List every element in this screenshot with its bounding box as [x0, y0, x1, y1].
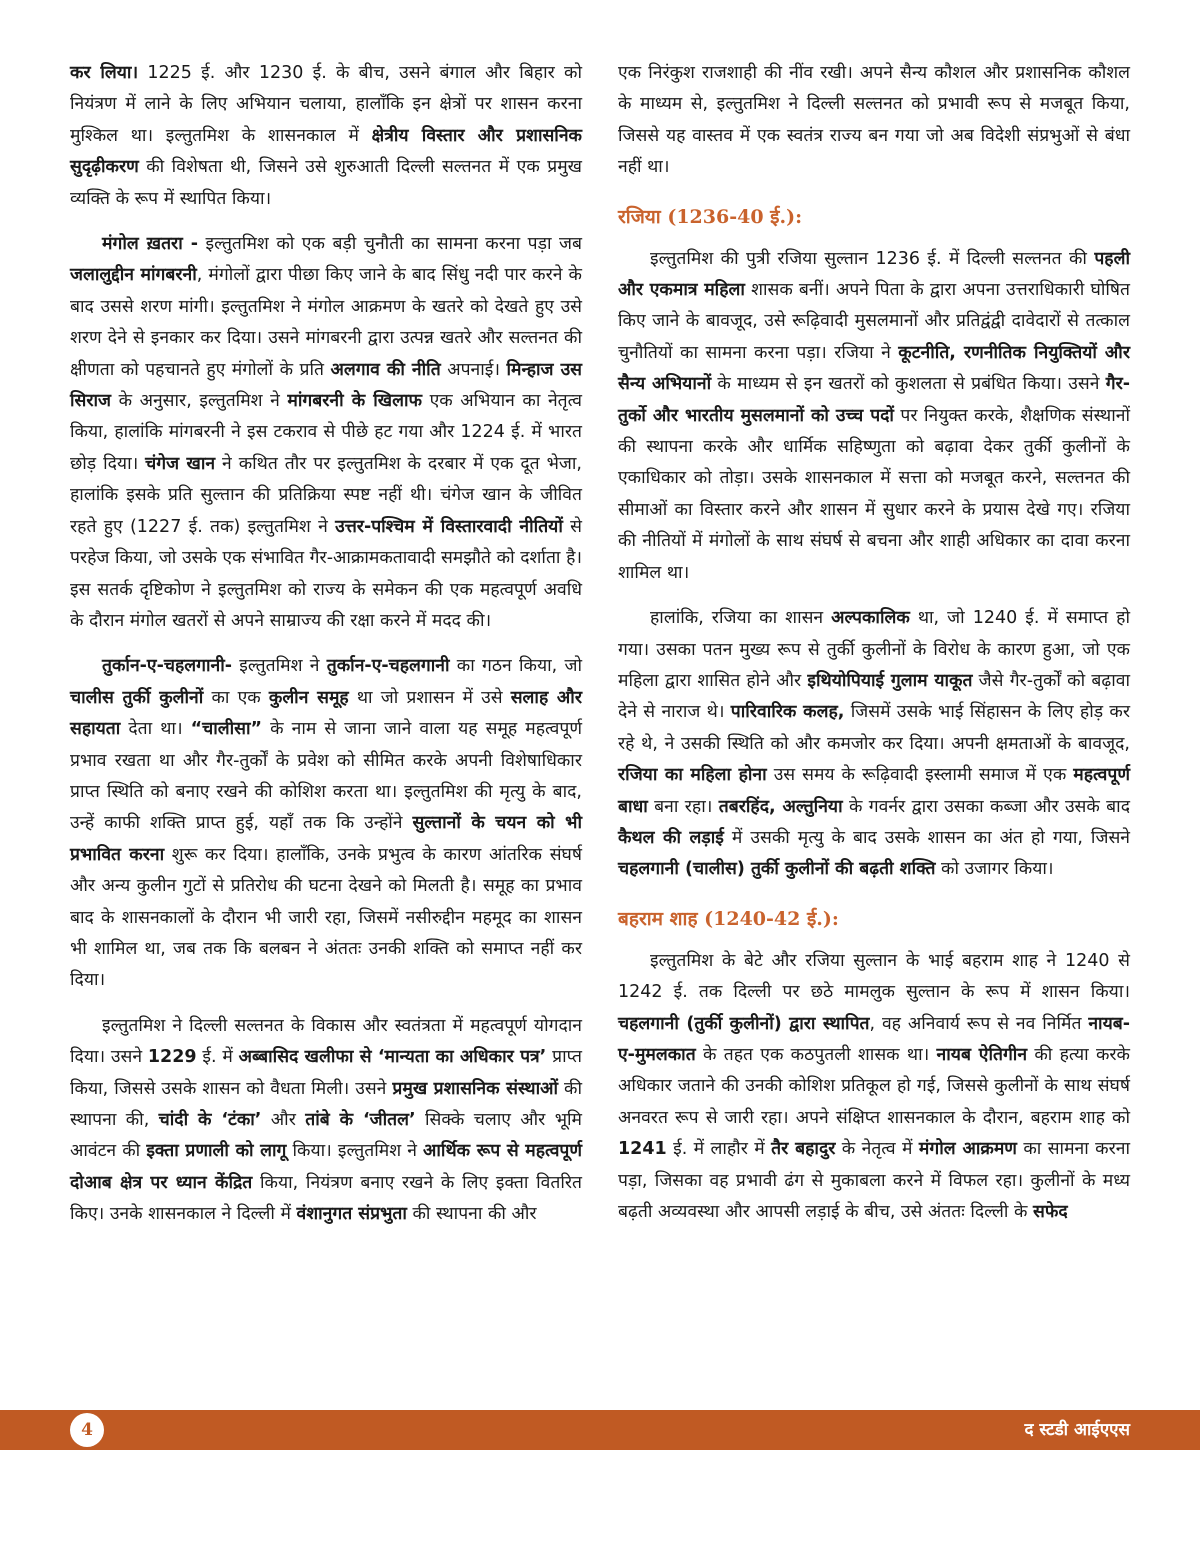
bold-term: पारिवारिक कलह, [730, 702, 845, 723]
bold-term: वंशानुगत संप्रभुता [296, 1204, 407, 1225]
bold-term: सफेद [1033, 1202, 1068, 1222]
text-run: उस समय के रूढ़िवादी इस्लामी समाज में एक [766, 765, 1074, 786]
bold-term: मिन्हाज उस सिराज [70, 359, 583, 412]
bold-term: सुल्तानों के चयन को भी प्रभावित करना [70, 813, 582, 865]
text-run: था, जो 1240 ई. में समाप्त हो गया। उसका पतन मुख्य रूप से तुर्की कुलीनों के विरोध के कारण हुआ, जो एक महिला द्वारा शासित होने और [618, 608, 1130, 691]
text-run: के माध्यम से इन खतरों को कुशलता से प्रबंधित किया। उसने [711, 374, 1106, 395]
text-run: ने कथित तौर पर इल्तुतमिश के दरबार में एक दूत भेजा, हालांकि इसके प्रति सुल्तान की प्रतिक्रिया स्पष्ट नहीं थी। चंगेज खान के जीवित रहते हुए (1227 ई. तक) इल्तुतमिश ने [70, 453, 582, 537]
text-run: से परहेज किया, जो उसके एक संभावित गैर-आक्रामकतावादी समझौते को दर्शाता है। इस सतर्क दृष्टिकोण ने इल्तुतमिश को राज्य के समेकन की एक महत्वपूर्ण अवधि के दौरान मंगोल खतरों से अपने साम्राज्य की रक्षा करने में मदद की। [70, 516, 582, 631]
text-run: का एक [203, 687, 269, 708]
text-run: के गवर्नर द्वारा उसका कब्जा और उसके बाद [842, 796, 1130, 817]
para-bahram-shah [618, 946, 1130, 1229]
bold-term: 1241 [618, 1139, 667, 1160]
bold-term: कैथल की लड़ाई [618, 827, 724, 848]
bold-term: नायब ऐतिगीन [936, 1044, 1028, 1065]
bold-term: “चालीसा” [190, 719, 263, 740]
text-run: किया, नियंत्रण बनाए रखने के लिए इक्ता वितरित किए। उनके शासनकाल ने दिल्ली में [70, 1172, 582, 1225]
bold-term: आर्थिक रूप से महत्वपूर्ण दोआब क्षेत्र पर ध्यान केंद्रित [70, 1141, 583, 1193]
text-run: के अनुसार, इल्तुतमिश ने [111, 391, 288, 412]
footer-bar [0, 1410, 1200, 1450]
text-run: हालांकि, रजिया का शासन [650, 608, 832, 629]
text-run: की विशेषता थी, जिसने उसे शुरुआती दिल्ली सल्तनत में एक प्रमुख व्यक्ति के रूप में स्थापित किया। [70, 157, 582, 209]
text-run: , मंगोलों द्वारा पीछा किए जाने के बाद सिंधु नदी पार करने के बाद उससे शरण मांगी। इल्तुतमिश ने मंगोल आक्रमण के खतरे को देखते हुए उसे शरण देने से इनकार कर दिया। उसने मांगबरनी द्वारा उत्पन्न खतरे और सल्तनत की क्षीणता को पहचानते हुए मंगोलों के प्रति [70, 265, 582, 380]
bold-term: तुर्कान-ए-चहलगानी [326, 656, 450, 677]
text-run: ई. में [196, 1047, 239, 1068]
bold-term: सलाह और सहायता [70, 687, 582, 740]
para-conquest-summary [70, 58, 582, 215]
bold-term: कूटनीति, रणनीतिक नियुक्तियों और सैन्य अभियानों [618, 342, 1130, 395]
text-run: सिक्के चलाए और भूमि आवंटन की [70, 1110, 583, 1162]
bold-term: उत्तर-पश्चिम में विस्तारवादी नीतियों [335, 516, 563, 537]
heading-razia: रजिया (1236-40 ई.): [618, 205, 803, 228]
text-run: इल्तुतमिश ने [232, 656, 327, 677]
bold-term: कर लिया। [70, 63, 139, 83]
para-continuation [618, 58, 1130, 184]
text-run: देता था। [120, 719, 191, 740]
text-run: जिसमें उसके भाई सिंहासन के लिए होड़ कर रहे थे, ने उसकी स्थिति को और कमजोर कर दिया। अपनी क्षमताओं के बावजूद, [618, 702, 1130, 754]
bold-term: मंगोल ख़तरा - [102, 234, 199, 255]
para-mongol-threat [70, 229, 582, 637]
text-run: शुरू कर दिया। हालाँकि, उनके प्रभुत्व के कारण आंतरिक संघर्ष और अन्य कुलीन गुटों से प्रतिरोध की घटना देखने को मिलती है। समूह का प्रभाव बाद के शासनकालों के दौरान भी जारी रहा, जिसमें नसीरुद्दीन महमूद का शासन भी शामिल था, जब तक कि बलबन ने अंततः उनकी शक्ति को समाप्त नहीं कर दिया। [70, 844, 582, 991]
text-run: के नेतृत्व में [835, 1139, 919, 1160]
text-run: की स्थापना की, [70, 1078, 582, 1130]
para-iltutmish-contributions [70, 1011, 582, 1231]
bold-term: तुर्कान-ए-चहलगानी- [102, 656, 233, 677]
text-run: पर नियुक्त करके, शैक्षणिक संस्थानों की स्थापना करके और धार्मिक सहिष्णुता को बढ़ावा देकर तुर्की कुलीनों के एकाधिकार को तोड़ा। उसके शासनकाल में सत्ता को मजबूत करने, सल्तनत की सीमाओं का विस्तार करने और शासन में सुधार करने के प्रयास देखे गए। रजिया की नीतियों में मंगोलों के साथ संघर्ष से बचना और शाही अधिकार का दावा करना शामिल था। [618, 405, 1130, 583]
bold-term: इक्ता प्रणाली को लागू [146, 1141, 287, 1162]
text-run: 1225 ई. और 1230 ई. के बीच, उसने बंगाल और बिहार को नियंत्रण में लाने के लिए अभियान चलाया, हालाँकि इन क्षेत्रों पर शासन करना मुश्किल था। इल्तुतमिश के शासनकाल में [70, 63, 583, 146]
text-run: एक निरंकुश राजशाही की नींव रखी। अपने सैन्य कौशल और प्रशासनिक कौशल के माध्यम से, इल्तुतमिश ने दिल्ली सल्तनत को प्रभावी रूप से मजबूत किया, जिससे यह वास्तव में एक स्वतंत्र राज्य बन गया जो अब विदेशी संप्रभुओं से बंधा नहीं था। [618, 63, 1130, 178]
text-run: एक अभियान का नेतृत्व किया, हालांकि मांगबरनी ने इस टकराव से पीछे हट गया और 1224 ई. में भारत छोड़ दिया। [70, 391, 582, 474]
text-run: का सामना करना पड़ा, जिसका वह प्रभावी ढंग से मुकाबला करने में विफल रहा। कुलीनों के मध्य बढ़ती अव्यवस्था और आपसी लड़ाई के बीच, उसे अंततः दिल्ली के [618, 1139, 1130, 1222]
bold-term: अलगाव की नीति [330, 359, 441, 380]
bold-term: नायब-ए-मुमलकात [618, 1013, 1130, 1065]
bold-term: कुलीन समूह [268, 687, 349, 708]
bold-term: तबरहिंद, अल्तुनिया [718, 796, 843, 817]
text-run: की हत्या करके अधिकार जताने की उनकी कोशिश प्रतिकूल हो गई, जिससे कुलीनों के साथ संघर्ष अनवरत रूप से जारी रहा। अपने संक्षिप्त शासनकाल के दौरान, बहराम शाह को [618, 1044, 1130, 1128]
heading-bahram-shah: बहराम शाह (1240-42 ई.): [618, 907, 839, 930]
text-run: और [261, 1110, 306, 1130]
bold-term: चहलगानी (चालीस) तुर्की कुलीनों की बढ़ती शक्ति [618, 859, 936, 880]
brand-name: द स्टडी आईएएस [1024, 1420, 1130, 1440]
bold-term: चहलगानी (तुर्की कुलीनों) द्वारा स्थापित [618, 1013, 870, 1034]
bold-term: अब्बासिद खलीफा से ‘मान्यता का अधिकार पत्र’ [238, 1047, 547, 1068]
bold-term: तांबे के ‘जीतल’ [305, 1110, 416, 1130]
text-run: की स्थापना की और [406, 1204, 537, 1225]
bold-term: तैर बहादुर [771, 1139, 836, 1160]
text-run: इल्तुतमिश के बेटे और रजिया सुल्तान के भाई बहराम शाह ने 1240 से 1242 ई. तक दिल्ली पर छठे मामलुक सुल्तान के रूप में शासन किया। [618, 950, 1130, 1003]
text-run: किया। इल्तुतमिश ने [286, 1141, 424, 1162]
text-run: का गठन किया, जो [449, 656, 582, 677]
text-run: , वह अनिवार्य रूप से नव निर्मित [869, 1013, 1089, 1034]
bold-term: इथियोपियाई गुलाम याकूत [807, 670, 973, 691]
para-razia-downfall [618, 603, 1130, 886]
bold-term: चांदी के ‘टंका’ [158, 1110, 262, 1130]
left-column [70, 58, 582, 1231]
bold-term: मांगबरनी के खिलाफ [287, 391, 423, 412]
bold-term: महत्वपूर्ण बाधा [618, 765, 1130, 817]
page-number: 4 [70, 1413, 104, 1447]
text-run: के नाम से जाना जाने वाला यह समूह महत्वपूर्ण प्रभाव रखता था और गैर-तुर्कों के प्रवेश को सीमित करके अपनी विशेषाधिकार प्राप्त स्थिति को बनाए रखने की कोशिश करता था। इल्तुतमिश की मृत्यु के बाद, उन्हें काफी शक्ति प्राप्त हुई, यहाँ तक कि उन्होंने [70, 719, 582, 834]
text-run: था जो प्रशासन में उसे [348, 687, 511, 708]
bold-term: रजिया का महिला होना [618, 765, 767, 786]
bold-term: जलालुद्दीन मांगबरनी [70, 265, 197, 286]
text-run: बना रहा। [647, 796, 719, 817]
bold-term: पहली और एकमात्र महिला [618, 248, 1130, 301]
bold-term: चंगेज खान [145, 453, 216, 474]
text-run: इल्तुतमिश को एक बड़ी चुनौती का सामना करना पड़ा जब [198, 234, 582, 255]
para-razia-reign [618, 244, 1130, 589]
text-run: के तहत एक कठपुतली शासक था। [695, 1044, 937, 1065]
text-run: अपनाई। [440, 359, 507, 380]
bold-term: मंगोल आक्रमण [918, 1139, 1017, 1160]
bold-term: चालीस तुर्की कुलीनों [70, 687, 204, 708]
bold-term: प्रमुख प्रशासनिक संस्थाओं [392, 1078, 559, 1099]
text-run: इल्तुतमिश की पुत्री रजिया सुल्तान 1236 ई. में दिल्ली सल्तनत की [650, 248, 1095, 269]
text-run: में उसकी मृत्यु के बाद उसके शासन का अंत हो गया, जिसने [723, 827, 1130, 848]
text-run: को उजागर किया। [935, 859, 1054, 880]
text-run: प्राप्त किया, जिससे उसके शासन को वैधता मिली। उसने [70, 1047, 582, 1099]
bold-term: क्षेत्रीय विस्तार और प्रशासनिक सुदृढ़ीकरण [70, 125, 582, 178]
para-turkan-e-chahalgani [70, 651, 582, 996]
text-run: शासक बनीं। अपने पिता के द्वारा अपना उत्तराधिकारी घोषित किए जाने के बावजूद, उसे रूढ़िवादी मुसलमानों और प्रतिद्वंद्वी दावेदारों से तत्काल चुनौतियों का सामना करना पड़ा। रजिया ने [618, 280, 1130, 363]
bold-term: 1229 [147, 1047, 197, 1068]
bold-term: अल्पकालिक [831, 608, 910, 629]
right-column [618, 58, 1130, 1228]
text-run: जैसे गैर-तुर्कों को बढ़ावा देने से नाराज थे। [618, 670, 1130, 723]
bold-term: गैर-तुर्को और भारतीय मुसलमानों को उच्च पदों [618, 374, 1131, 426]
text-run: ई. में लाहौर में [666, 1139, 772, 1160]
text-run: इल्तुतमिश ने दिल्ली सल्तनत के विकास और स्वतंत्रता में महत्वपूर्ण योगदान दिया। उसने [70, 1015, 582, 1068]
